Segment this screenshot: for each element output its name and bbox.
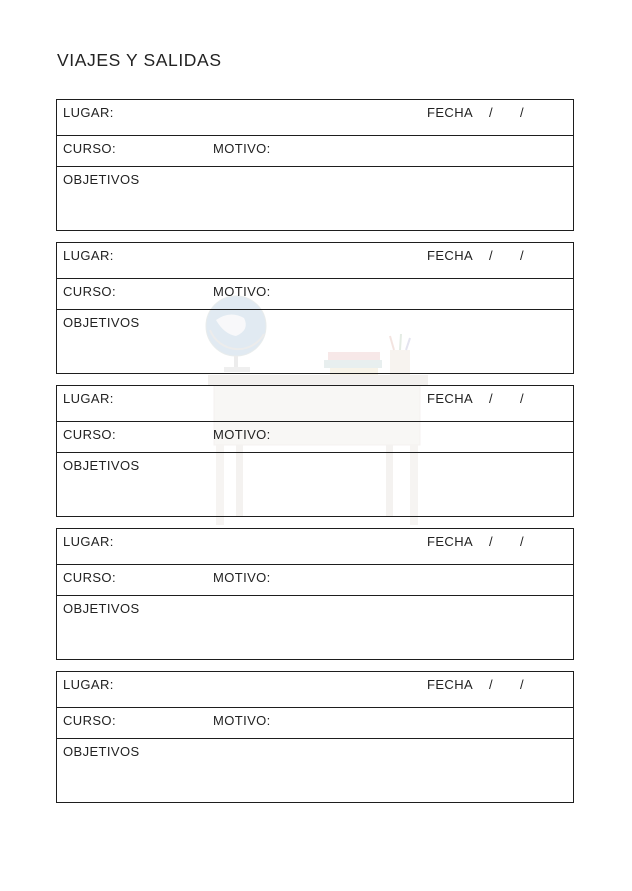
lugar-label: LUGAR: bbox=[63, 677, 114, 692]
curso-label: CURSO: bbox=[63, 284, 116, 299]
lugar-label: LUGAR: bbox=[63, 391, 114, 406]
objetivos-row bbox=[57, 167, 573, 230]
lugar-label: LUGAR: bbox=[63, 248, 114, 263]
fecha-label: FECHA bbox=[427, 677, 474, 692]
fecha-label: FECHA bbox=[427, 248, 474, 263]
objetivos-row bbox=[57, 310, 573, 373]
date-separator: / bbox=[520, 105, 525, 120]
curso-motivo-row bbox=[57, 565, 573, 596]
objetivos-row bbox=[57, 739, 573, 802]
curso-label: CURSO: bbox=[63, 713, 116, 728]
objetivos-label: OBJETIVOS bbox=[63, 601, 140, 616]
lugar-label: LUGAR: bbox=[63, 105, 114, 120]
date-separator: / bbox=[489, 534, 494, 549]
lugar-fecha-row bbox=[57, 672, 573, 708]
objetivos-row bbox=[57, 596, 573, 659]
trip-entry-card bbox=[56, 671, 574, 803]
objetivos-label: OBJETIVOS bbox=[63, 172, 140, 187]
date-separator: / bbox=[489, 677, 494, 692]
lugar-fecha-row bbox=[57, 386, 573, 422]
curso-label: CURSO: bbox=[63, 141, 116, 156]
lugar-fecha-row bbox=[57, 100, 573, 136]
curso-motivo-row bbox=[57, 279, 573, 310]
trip-entry-card bbox=[56, 242, 574, 374]
lugar-label: LUGAR: bbox=[63, 534, 114, 549]
date-separator: / bbox=[489, 391, 494, 406]
trip-entry-card bbox=[56, 385, 574, 517]
fecha-label: FECHA bbox=[427, 105, 474, 120]
objetivos-label: OBJETIVOS bbox=[63, 315, 140, 330]
date-separator: / bbox=[489, 248, 494, 263]
lugar-fecha-row bbox=[57, 529, 573, 565]
lugar-fecha-row bbox=[57, 243, 573, 279]
date-separator: / bbox=[520, 534, 525, 549]
curso-label: CURSO: bbox=[63, 427, 116, 442]
date-separator: / bbox=[520, 391, 525, 406]
objetivos-label: OBJETIVOS bbox=[63, 458, 140, 473]
trip-entry-card bbox=[56, 99, 574, 231]
date-separator: / bbox=[520, 677, 525, 692]
motivo-label: MOTIVO: bbox=[213, 427, 271, 442]
motivo-label: MOTIVO: bbox=[213, 713, 271, 728]
curso-motivo-row bbox=[57, 136, 573, 167]
page-title: VIAJES Y SALIDAS bbox=[57, 50, 222, 70]
curso-label: CURSO: bbox=[63, 570, 116, 585]
curso-motivo-row bbox=[57, 422, 573, 453]
fecha-label: FECHA bbox=[427, 391, 474, 406]
curso-motivo-row bbox=[57, 708, 573, 739]
objetivos-label: OBJETIVOS bbox=[63, 744, 140, 759]
trip-entry-card bbox=[56, 528, 574, 660]
date-separator: / bbox=[520, 248, 525, 263]
objetivos-row bbox=[57, 453, 573, 516]
motivo-label: MOTIVO: bbox=[213, 570, 271, 585]
motivo-label: MOTIVO: bbox=[213, 284, 271, 299]
date-separator: / bbox=[489, 105, 494, 120]
motivo-label: MOTIVO: bbox=[213, 141, 271, 156]
fecha-label: FECHA bbox=[427, 534, 474, 549]
